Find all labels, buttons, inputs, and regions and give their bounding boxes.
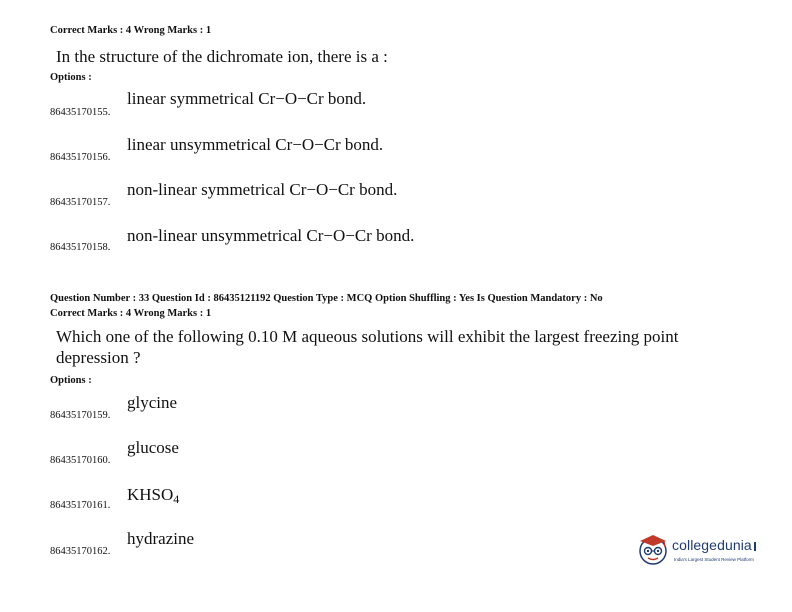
collegedunia-logo	[636, 530, 766, 574]
option-id: 86435170157.	[50, 197, 111, 208]
option-id: 86435170156.	[50, 152, 111, 163]
option-id: 86435170162.	[50, 546, 111, 557]
option-text: glycine	[127, 393, 178, 412]
logo-wordmark: collegedunia	[672, 537, 756, 553]
option-text: hydrazine	[127, 529, 195, 548]
option-id: 86435170159.	[50, 410, 111, 421]
marks-info: Correct Marks : 4 Wrong Marks : 1	[50, 25, 212, 36]
option-text	[127, 485, 179, 505]
option-text: non-linear symmetrical Cr−O−Cr bond.	[127, 180, 398, 199]
option-text: linear symmetrical Cr−O−Cr bond.	[127, 89, 367, 108]
marks-info: Correct Marks : 4 Wrong Marks : 1	[50, 308, 212, 319]
mascot-icon	[636, 532, 670, 566]
question-header: Question Number : 33 Question Id : 86435121192 Question Type : MCQ Option Shuffling : Yes Is Question Mandatory : No	[50, 293, 603, 304]
question-text: In the structure of the dichromate ion, there is a :	[56, 47, 388, 66]
formula-main: KHSO	[127, 485, 174, 504]
option-id: 86435170161.	[50, 500, 111, 511]
question-text	[56, 326, 678, 368]
formula-subscript: 4	[173, 492, 180, 506]
question-line: Which one of the following 0.10 M aqueous solutions will exhibit the largest freezing point	[56, 327, 679, 346]
options-label: Options :	[50, 375, 92, 386]
option-text: linear unsymmetrical Cr−O−Cr bond.	[127, 135, 384, 154]
option-text: non-linear unsymmetrical Cr−O−Cr bond.	[127, 226, 415, 245]
logo-tagline: India's Largest Student Review Platform	[674, 557, 754, 562]
option-id: 86435170160.	[50, 455, 111, 466]
options-label: Options :	[50, 72, 92, 83]
option-id: 86435170155.	[50, 107, 111, 118]
option-id: 86435170158.	[50, 242, 111, 253]
question-line: depression ?	[56, 348, 141, 367]
option-text: glucose	[127, 438, 179, 457]
